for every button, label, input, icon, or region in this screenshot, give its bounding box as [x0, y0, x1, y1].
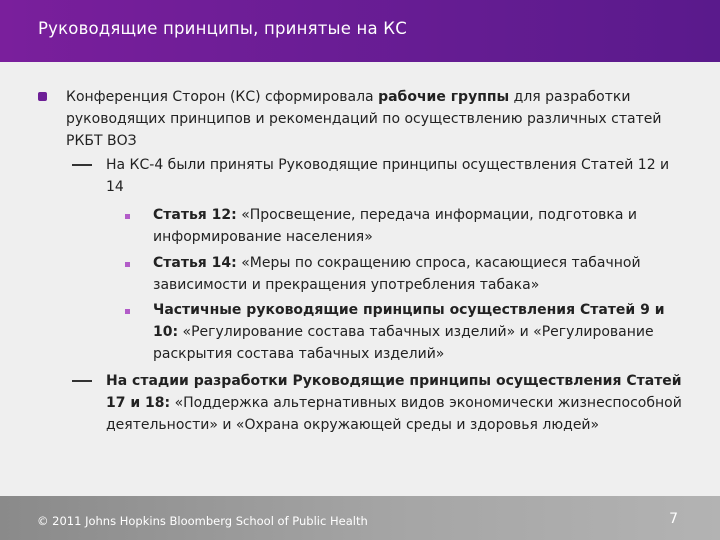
- paragraph-working-groups: [66, 86, 681, 152]
- text-run: «Регулирование состава табачных изделий» и «Регулирование раскрытия состава табачных изделий»: [153, 324, 654, 362]
- text-run: для разработки руководящих принципов и рекомендаций по осуществлению различных статей РКБТ ВОЗ: [66, 89, 662, 149]
- sub-bullet-icon: [125, 262, 130, 267]
- text-run: «Просвещение, передача информации, подготовка и информирование населения»: [153, 207, 638, 245]
- text-bold: Статья 14:: [153, 255, 237, 271]
- footer-bar: [0, 496, 720, 540]
- text-bold: Частичные руководящие принципы осуществления Статей 9 и 10:: [153, 302, 665, 340]
- sub-bullet-icon: [125, 214, 130, 219]
- text-run: «Поддержка альтернативных видов экономически жизнеспособной деятельности» и «Охрана окружающей среды и здоровья людей»: [106, 395, 682, 433]
- text-bold: Статья 12:: [153, 207, 237, 223]
- page-number: 7: [669, 511, 678, 527]
- paragraph-article-14: [153, 252, 683, 296]
- slide-title: Руководящие принципы, принятые на КС: [38, 19, 407, 38]
- dash-icon: [72, 164, 92, 166]
- text-run: Конференция Сторон (КС) сформировала: [66, 89, 379, 105]
- paragraph-articles-9-10: [153, 299, 683, 365]
- paragraph-articles-17-18: [106, 370, 691, 436]
- bullet-icon: [38, 92, 47, 101]
- sub-bullet-icon: [125, 309, 130, 314]
- text-bold: На стадии разработки Руководящие принципы осуществления Статей 17 и 18:: [106, 373, 682, 411]
- dash-icon: [72, 380, 92, 382]
- footer-copyright: © 2011 Johns Hopkins Bloomberg School of Public Health: [37, 514, 368, 528]
- text-run: «Меры по сокращению спроса, касающиеся табачной зависимости и прекращения употребления табака»: [153, 255, 641, 293]
- paragraph-article-12: [153, 204, 683, 248]
- text-bold: рабочие группы: [378, 89, 510, 105]
- paragraph-cop4: На КС-4 были приняты Руководящие принципы осуществления Статей 12 и 14: [106, 157, 670, 195]
